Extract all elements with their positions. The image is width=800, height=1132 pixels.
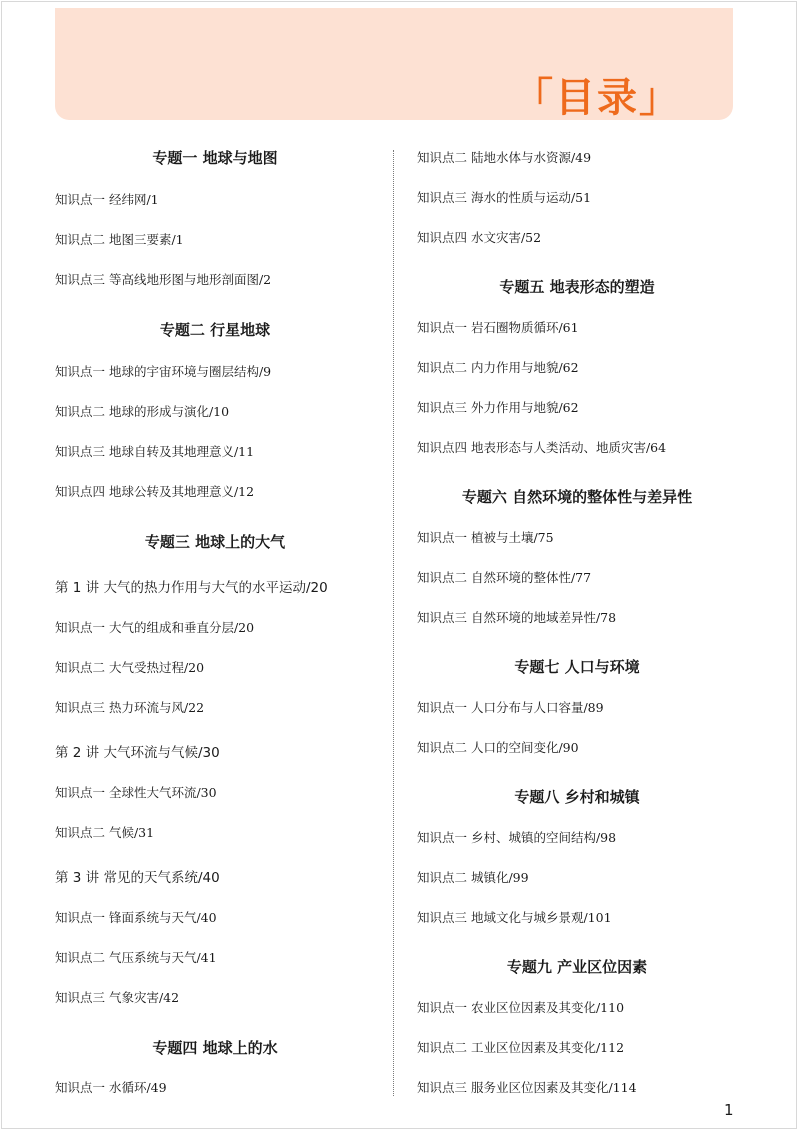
topic-heading: 专题一 地球与地图 [152,149,278,167]
topic-heading: 专题三 地球上的大气 [144,533,286,551]
toc-item: 知识点三 地域文化与城乡景观/101 [417,910,612,925]
toc-item: 知识点三 等高线地形图与地形剖面图/2 [55,272,272,287]
topic-heading: 专题二 行星地球 [159,321,271,339]
toc-item: 知识点二 气压系统与天气/41 [55,950,217,965]
toc-item: 知识点一 地球的宇宙环境与圈层结构/9 [55,364,272,379]
toc-item: 知识点三 气象灾害/42 [55,990,180,1005]
toc-item: 知识点三 热力环流与风/22 [55,700,205,715]
toc-item: 知识点二 地图三要素/1 [55,232,184,247]
column-divider [393,150,394,1096]
topic-heading: 专题四 地球上的水 [152,1039,278,1057]
topic-heading: 专题六 自然环境的整体性与差异性 [461,488,693,506]
toc-item: 知识点一 水循环/49 [55,1080,167,1095]
toc-item: 知识点二 大气受热过程/20 [55,660,205,675]
lecture-heading: 第 2 讲 大气环流与气候/30 [55,745,220,761]
toc-item: 知识点一 经纬网/1 [55,192,159,207]
toc-item: 知识点二 城镇化/99 [417,870,529,885]
toc-item: 知识点二 地球的形成与演化/10 [55,404,230,419]
toc-item: 知识点一 岩石圈物质循环/61 [417,320,579,335]
page-title: 「目录」 [513,75,681,121]
toc-item: 知识点四 水文灾害/52 [417,230,542,245]
header-band [55,8,733,120]
toc-item: 知识点一 锋面系统与天气/40 [55,910,217,925]
toc-item: 知识点四 地表形态与人类活动、地质灾害/64 [417,440,667,455]
toc-item: 知识点四 地球公转及其地理意义/12 [55,484,255,499]
toc-item: 知识点三 外力作用与地貌/62 [417,400,579,415]
toc-item: 知识点一 大气的组成和垂直分层/20 [55,620,255,635]
toc-item: 知识点二 人口的空间变化/90 [417,740,579,755]
toc-item: 知识点一 农业区位因素及其变化/110 [417,1000,625,1015]
toc-item: 知识点二 工业区位因素及其变化/112 [417,1040,625,1055]
toc-item: 知识点一 乡村、城镇的空间结构/98 [417,830,617,845]
toc-item: 知识点三 海水的性质与运动/51 [417,190,592,205]
toc-item: 知识点三 自然环境的地域差异性/78 [417,610,617,625]
toc-item: 知识点三 服务业区位因素及其变化/114 [417,1080,637,1095]
toc-item: 知识点一 植被与土壤/75 [417,530,554,545]
topic-heading: 专题五 地表形态的塑造 [499,278,655,296]
topic-heading: 专题七 人口与环境 [514,658,640,676]
toc-item: 知识点一 全球性大气环流/30 [55,785,217,800]
page-number: 1 [724,1101,734,1119]
lecture-heading: 第 3 讲 常见的天气系统/40 [55,870,220,886]
toc-item: 知识点二 陆地水体与水资源/49 [417,150,592,165]
lecture-heading: 第 1 讲 大气的热力作用与大气的水平运动/20 [55,580,328,596]
toc-item: 知识点一 人口分布与人口容量/89 [417,700,604,715]
topic-heading: 专题九 产业区位因素 [506,958,648,976]
topic-heading: 专题八 乡村和城镇 [514,788,640,806]
toc-item: 知识点二 自然环境的整体性/77 [417,570,592,585]
toc-item: 知识点三 地球自转及其地理意义/11 [55,444,255,459]
toc-item: 知识点二 内力作用与地貌/62 [417,360,579,375]
toc-item: 知识点二 气候/31 [55,825,155,840]
